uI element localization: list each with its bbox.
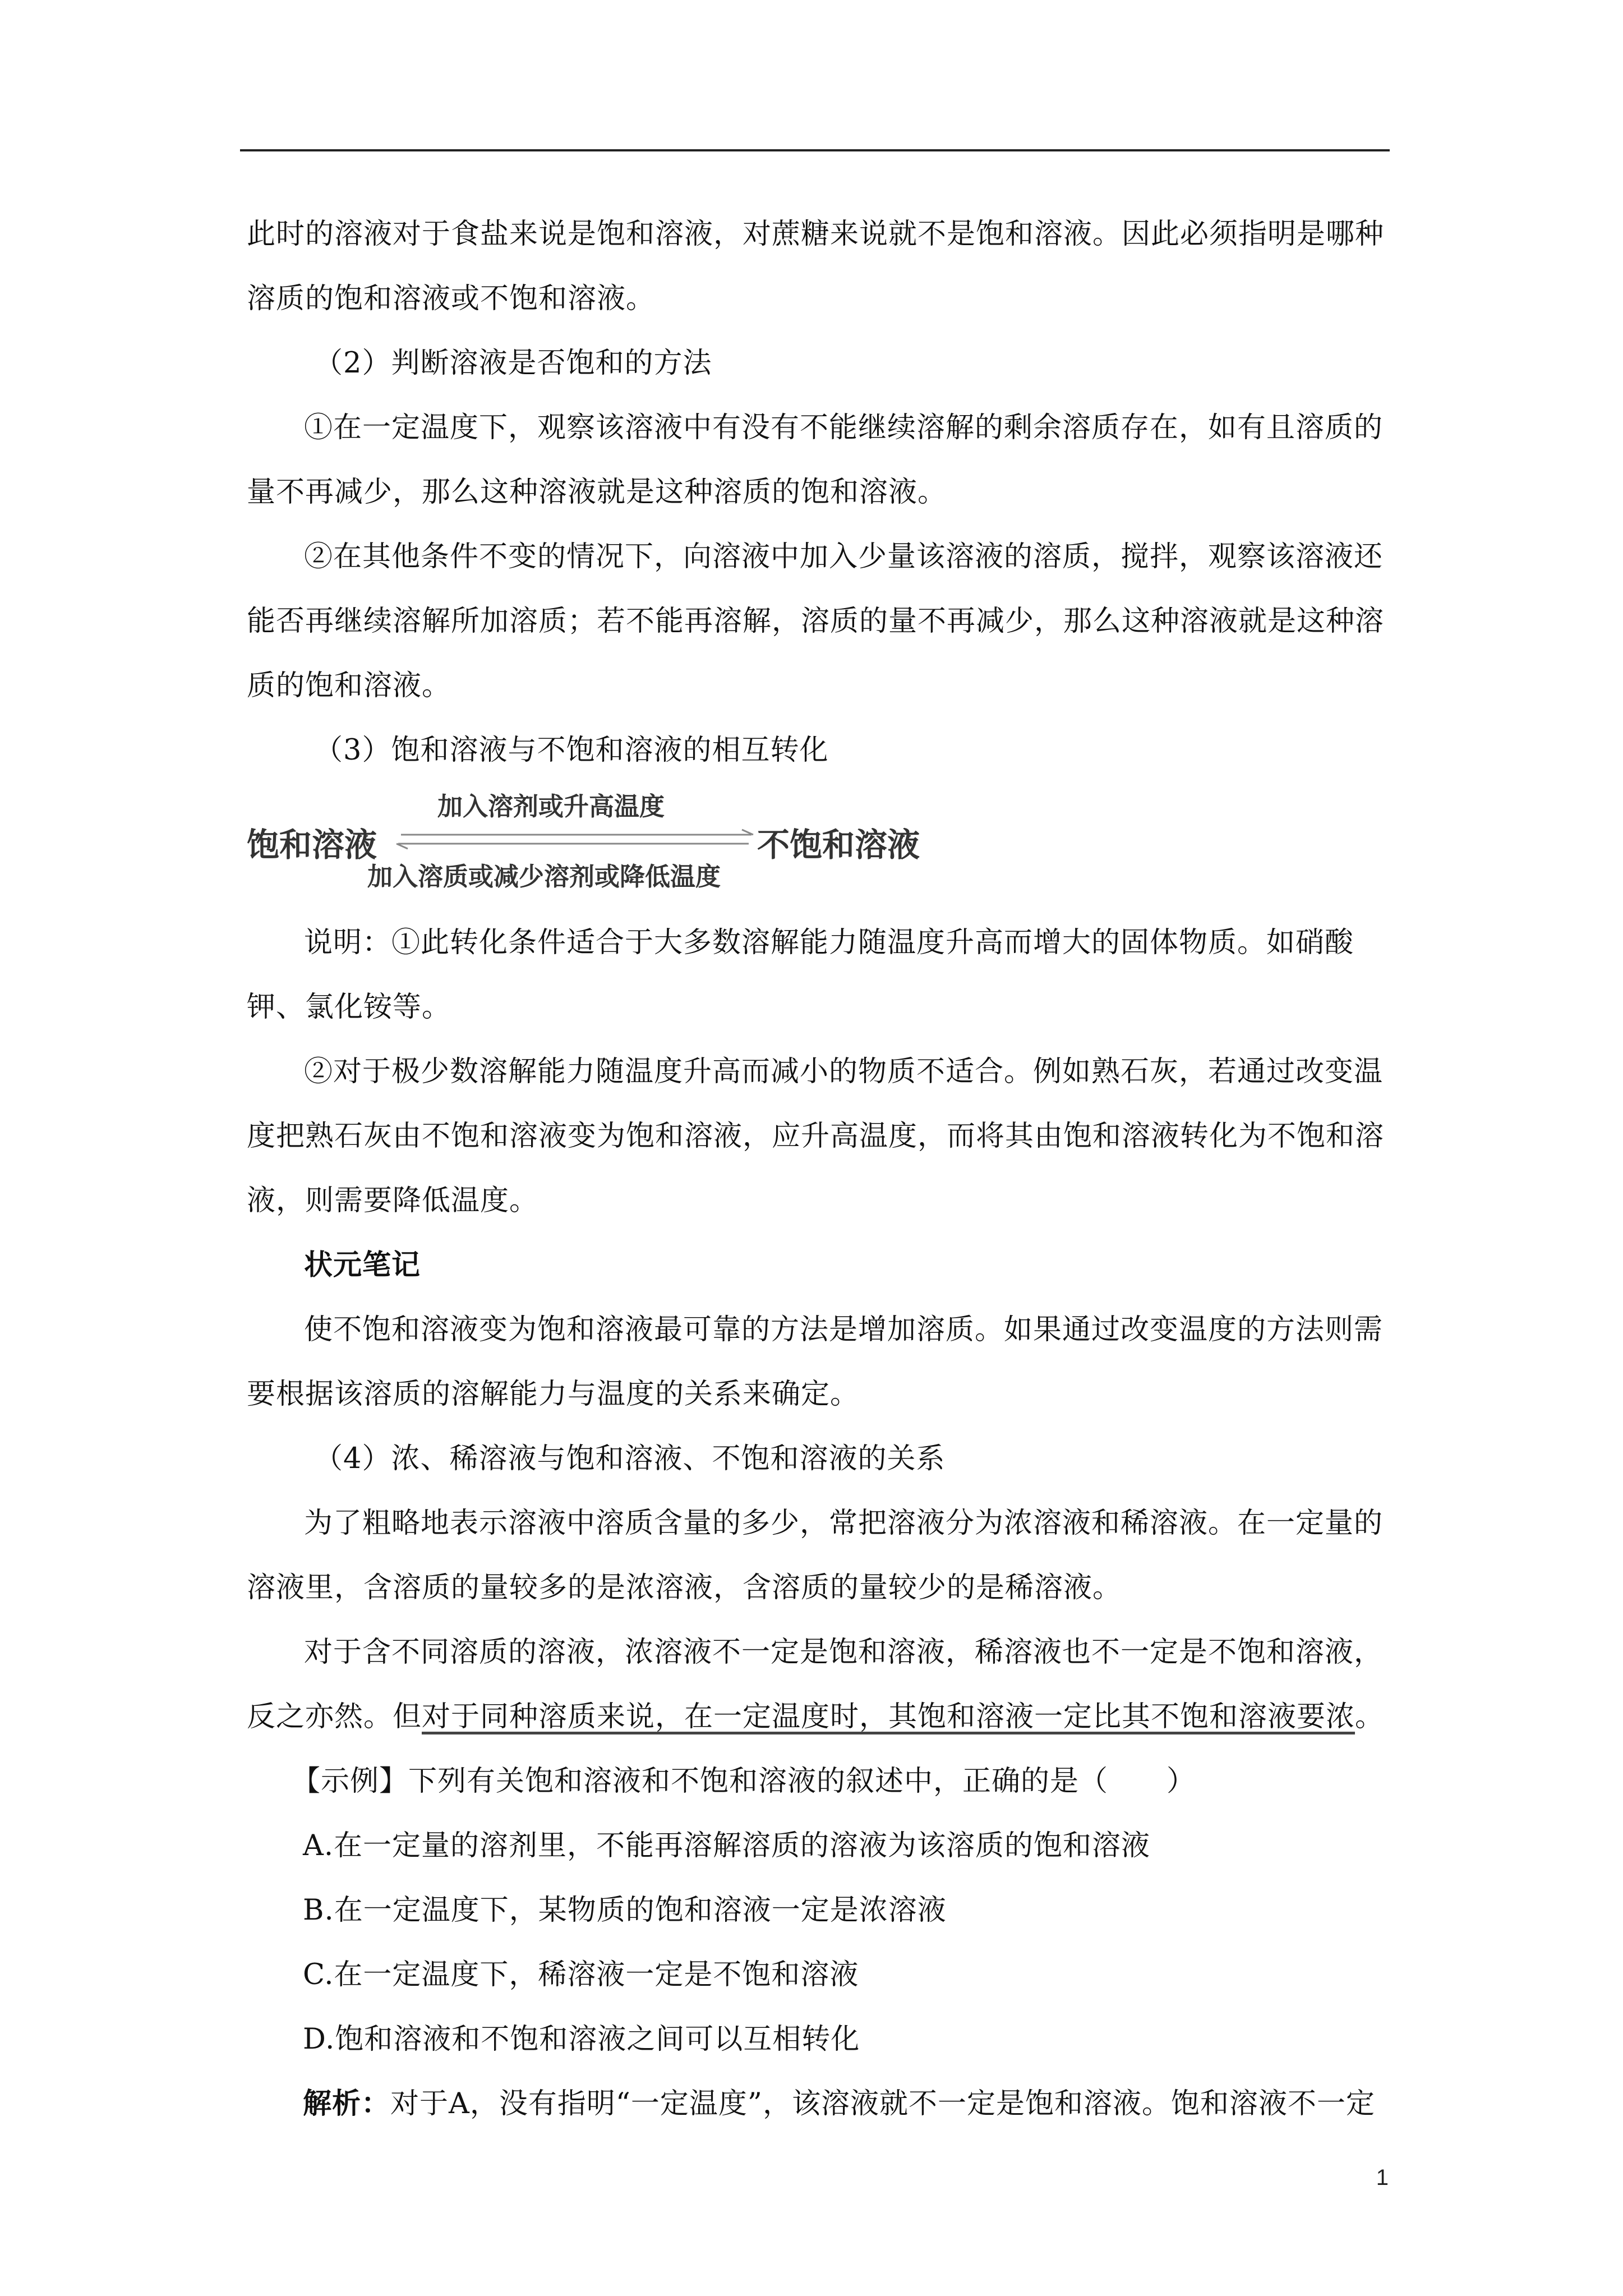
paragraph-continuation: 此时的溶液对于食盐来说是饱和溶液，对蔗糖来说就不是饱和溶液。因此必须指明是哪种溶质的饱和溶液或不饱和溶液。 <box>247 218 1385 315</box>
option-c: C.在一定温度下，稀溶液一定是不饱和溶液 <box>303 1958 859 1991</box>
conversion-diagram <box>247 786 1402 904</box>
heading-concentration: （4）浓、稀溶液与饱和溶液、不饱和溶液的关系 <box>314 1442 946 1475</box>
diagram-forward-condition: 加入溶剂或升高温度 <box>437 792 665 821</box>
example-question-text: 下列有关饱和溶液和不饱和溶液的叙述中，正确的是（ ） <box>408 1765 1196 1798</box>
analysis <box>247 2072 1402 2136</box>
example-label: 【示例】 <box>292 1765 409 1798</box>
relationship-text: 对于含不同溶质的溶液，浓溶液不一定是饱和溶液，稀溶液也不一定是不饱和溶液，反之亦然。但 <box>247 1636 1384 1733</box>
example-question <box>247 1749 1402 1814</box>
paragraph-relationship <box>247 1620 1402 1749</box>
paragraph-notes-body: 使不饱和溶液变为饱和溶液最可靠的方法是增加溶质。如果通过改变温度的方法则需要根据该溶质的溶解能力与温度的关系来确定。 <box>247 1313 1384 1411</box>
analysis-label: 解析： <box>303 2087 391 2120</box>
relationship-underlined: 对于同种溶质来说，在一定温度时，其饱和溶液一定比其不饱和溶液要浓 <box>422 1700 1355 1733</box>
analysis-text: 对于A，没有指明“一定温度”，该溶液就不一定是饱和溶液。饱和溶液不一定 <box>390 2087 1375 2120</box>
option-a: A.在一定量的溶剂里，不能再溶解溶质的溶液为该溶质的饱和溶液 <box>303 1829 1151 1862</box>
double-arrow-icon <box>390 828 760 850</box>
diagram-unsaturated-label: 不饱和溶液 <box>757 826 920 864</box>
paragraph-note-1: 说明：①此转化条件适合于大多数溶解能力随温度升高而增大的固体物质。如硝酸钾、氯化铵等。 <box>247 926 1354 1024</box>
paragraph-concentration: 为了粗略地表示溶液中溶质含量的多少，常把溶液分为浓溶液和稀溶液。在一定量的溶液里，含溶质的量较多的是浓溶液，含溶质的量较少的是稀溶液。 <box>247 1507 1384 1604</box>
heading-judge-saturation: （2）判断溶液是否饱和的方法 <box>314 347 712 380</box>
paragraph-method-2: ②在其他条件不变的情况下，向溶液中加入少量该溶液的溶质，搅拌，观察该溶液还能否再继续溶解所加溶质；若不能再溶解，溶质的量不再减少，那么这种溶液就是这种溶质的饱和溶液。 <box>247 540 1385 702</box>
page-number: 1 <box>1376 2165 1389 2190</box>
notes-title: 状元笔记 <box>304 1248 421 1282</box>
paragraph-method-1: ①在一定温度下，观察该溶液中有没有不能继续溶解的剩余溶质存在，如有且溶质的量不再减少，那么这种溶液就是这种溶质的饱和溶液。 <box>247 411 1384 509</box>
paragraph-note-2: ②对于极少数溶解能力随温度升高而减小的物质不适合。例如熟石灰，若通过改变温度把熟石灰由不饱和溶液变为饱和溶液，应升高温度，而将其由饱和溶液转化为不饱和溶液，则需要降低温度。 <box>247 1055 1385 1217</box>
header-rule <box>240 149 1390 151</box>
option-b: B.在一定温度下，某物质的饱和溶液一定是浓溶液 <box>303 1894 947 1927</box>
relationship-end: 。 <box>1355 1700 1385 1733</box>
document-body <box>247 202 1402 2136</box>
option-d: D.饱和溶液和不饱和溶液之间可以互相转化 <box>303 2023 860 2056</box>
diagram-saturated-label: 饱和溶液 <box>247 826 377 864</box>
diagram-reverse-condition: 加入溶质或减少溶剂或降低温度 <box>367 862 721 891</box>
heading-conversion: （3）饱和溶液与不饱和溶液的相互转化 <box>314 734 829 767</box>
